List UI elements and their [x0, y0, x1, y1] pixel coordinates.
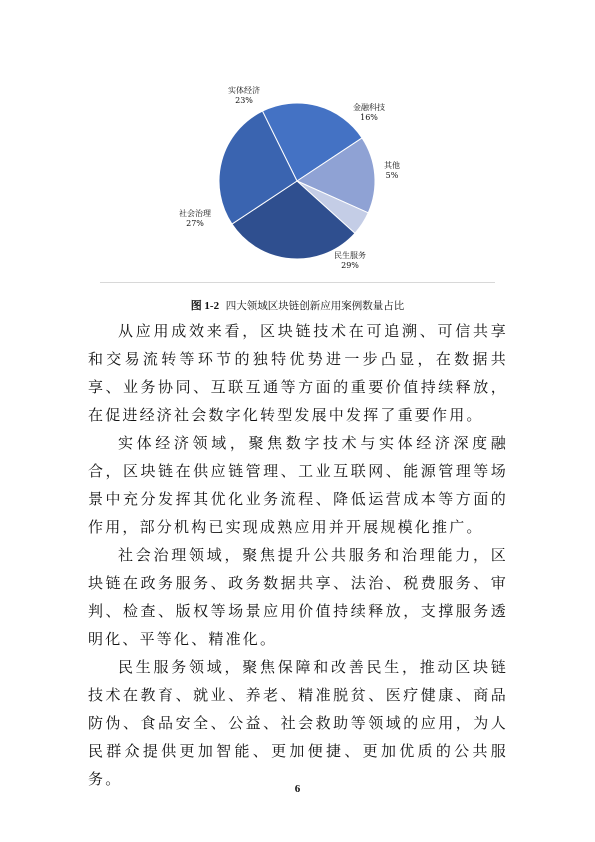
pie-label-jinrong: [353, 103, 385, 123]
pie-label-qita: [384, 161, 400, 181]
pie-label-name: 金融科技: [353, 103, 385, 112]
pie-chart-area: [100, 70, 495, 282]
figure-caption: [0, 297, 595, 313]
pie-label-value: 23%: [235, 96, 253, 105]
figure-number: 图 1-2: [190, 300, 220, 312]
pie-label-value: 29%: [341, 261, 359, 270]
pie-label-value: 27%: [186, 219, 204, 228]
figure-title: 四大领域区块链创新应用案例数量占比: [225, 300, 405, 312]
pie-label-value: 5%: [385, 171, 399, 180]
body-paragraph: 社会治理领域，聚焦提升公共服务和治理能力，区块链在政务服务、政务数据共享、法治、税费服务、审判、检查、版权等场景应用价值持续释放，支撑服务透明化、平等化、精准化。: [88, 546, 508, 648]
pie-label-name: 社会治理: [179, 209, 211, 218]
page-number: 6: [294, 783, 301, 795]
pie-label-shiti: [228, 86, 260, 106]
pie-label-name: 民生服务: [334, 251, 366, 260]
pie-label-shehui: [179, 209, 211, 229]
pie-label-minsheng: [334, 251, 366, 271]
pie-label-name: 其他: [384, 161, 400, 170]
pie-label-value: 16%: [360, 113, 378, 122]
body-paragraph: 民生服务领域，聚焦保障和改善民生，推动区块链技术在教育、就业、养老、精准脱贫、医疗健康、商品防伪、食品安全、公益、社会救助等领域的应用，为人民群众提供更加智能、更加便捷、更加优质的公共服务。: [88, 658, 508, 788]
body-paragraph: 从应用成效来看，区块链技术在可追溯、可信共享和交易流转等环节的独特优势进一步凸显，在数据共享、业务协同、互联互通等方面的重要价值持续释放，在促进经济社会数字化转型发展中发挥了重要作用。: [88, 322, 508, 424]
chart-bottom-rule: [100, 282, 495, 283]
pie-chart: [100, 70, 495, 282]
pie-label-name: 实体经济: [228, 86, 260, 95]
body-paragraph: 实体经济领域，聚焦数字技术与实体经济深度融合，区块链在供应链管理、工业互联网、能源管理等场景中充分发挥其优化业务流程、降低运营成本等方面的作用，部分机构已实现成熟应用并开展规模化推广。: [88, 434, 508, 536]
